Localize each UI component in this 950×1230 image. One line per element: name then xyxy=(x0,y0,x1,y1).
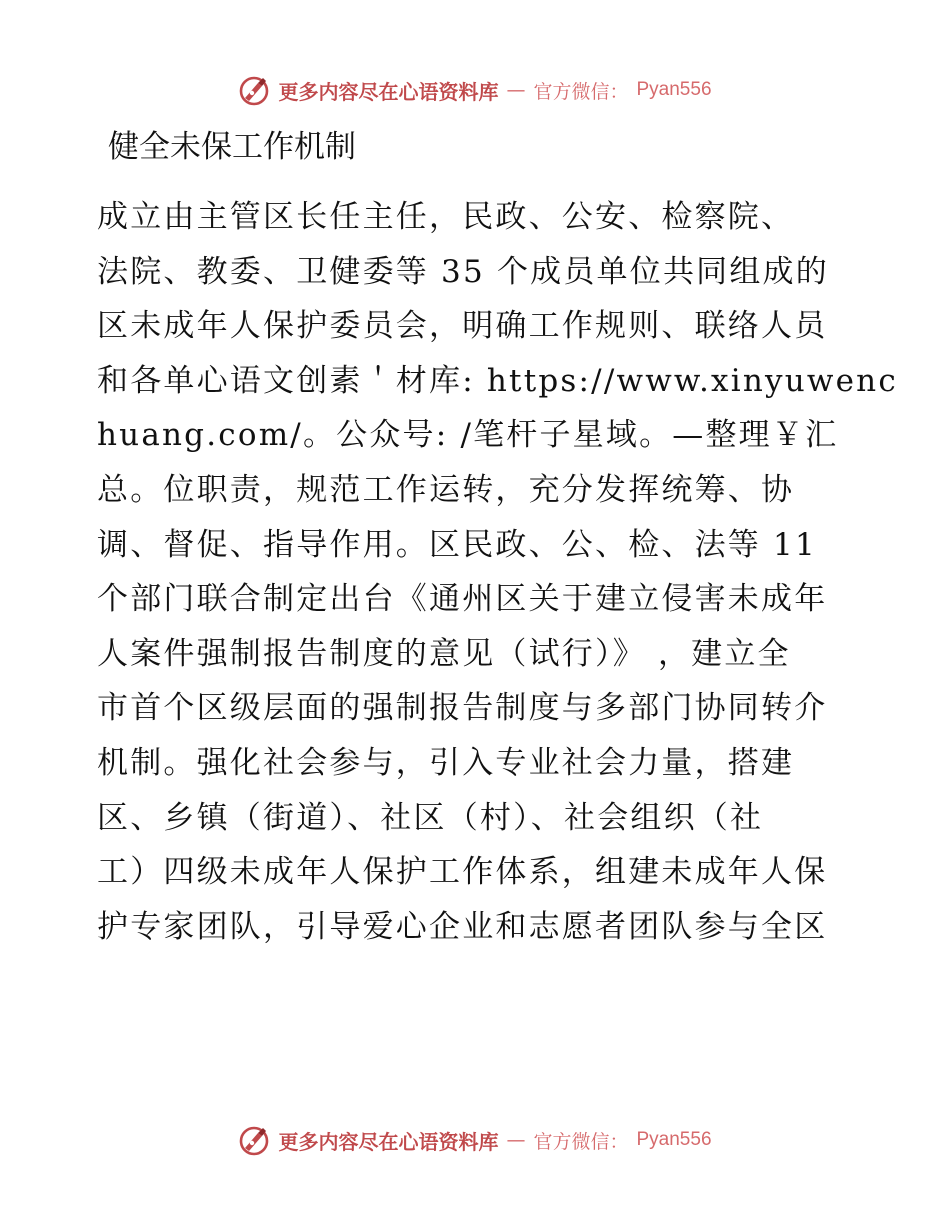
paragraph-line: 法院、教委、卫健委等 35 个成员单位共同组成的 xyxy=(97,253,829,290)
paragraph-line: 人案件强制报告制度的意见（试行）》 ，建立全 xyxy=(97,635,791,672)
paragraph-line: 护专家团队，引导爱心企业和志愿者团队参与全区 xyxy=(97,908,828,945)
paragraph-line: 机制。强化社会参与，引入专业社会力量，搭建 xyxy=(97,744,795,781)
banner-label: 官方微信： xyxy=(533,80,629,103)
banner-text: 更多内容尽在心语资料库 xyxy=(278,1129,499,1154)
paragraph-line: 市首个区级层面的强制报告制度与多部门协同转介 xyxy=(97,690,828,727)
body-paragraph xyxy=(97,190,898,954)
banner-dash: — xyxy=(506,1129,526,1151)
paragraph-line: 和各单心语文创素＇材库: https://www.xinyuwenc xyxy=(97,362,898,399)
paragraph-line: 成立由主管区长任主任，民政、公安、检察院、 xyxy=(97,199,795,235)
brand-logo-icon xyxy=(238,1124,270,1156)
banner-account: Pyan556 xyxy=(636,79,712,100)
banner-text: 更多内容尽在心语资料库 xyxy=(278,79,499,104)
paragraph-line: 区未成年人保护委员会，明确工作规则、联络人员 xyxy=(97,308,828,345)
section-title: 健全未保工作机制 xyxy=(108,129,356,165)
paragraph-line: 总。位职责，规范工作运转，充分发挥统筹、协 xyxy=(97,471,795,508)
banner-label: 官方微信： xyxy=(533,1130,629,1153)
paragraph-line: 工）四级未成年人保护工作体系，组建未成年人保 xyxy=(97,854,828,891)
paragraph-line: 调、督促、指导作用。区民政、公、检、法等 11 xyxy=(97,526,817,563)
banner-account: Pyan556 xyxy=(636,1129,712,1150)
brand-logo-icon xyxy=(238,74,270,106)
header-banner xyxy=(0,70,950,110)
paragraph-line: 区、乡镇（街道）、社区（村）、社会组织（社 xyxy=(97,799,764,836)
paragraph-line: 个部门联合制定出台《通州区关于建立侵害未成年 xyxy=(97,581,828,618)
footer-banner xyxy=(0,1120,950,1160)
banner-dash: — xyxy=(506,79,526,101)
paragraph-line: huang.com/。公众号: /笔杆子星域。—整理￥汇 xyxy=(97,417,839,454)
